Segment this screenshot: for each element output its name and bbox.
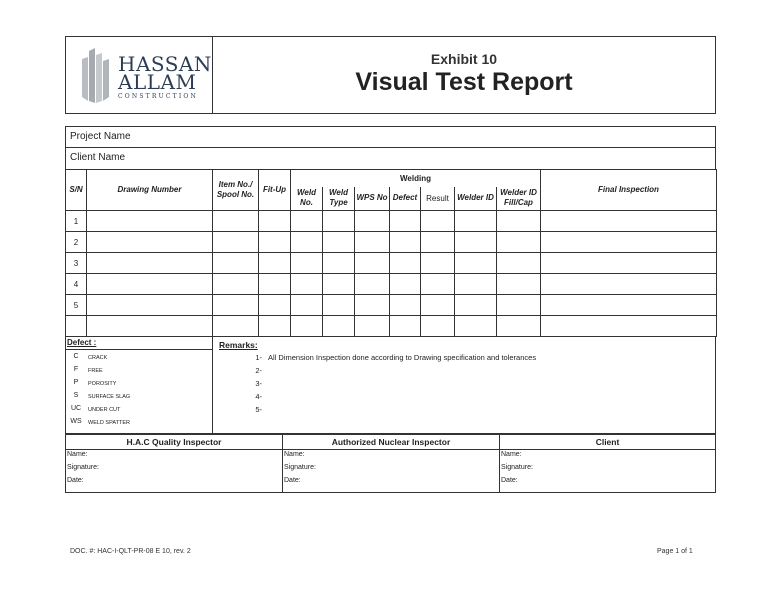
fit-up-cell[interactable] <box>259 274 291 295</box>
welder-id-fill-cap-cell[interactable] <box>497 211 541 232</box>
final-inspection-cell[interactable] <box>541 295 717 316</box>
header-drawing-number: Drawing Number <box>87 170 213 211</box>
project-name-row[interactable] <box>65 126 716 148</box>
defect-code: P <box>73 379 79 386</box>
defect-code: WS <box>70 418 82 425</box>
header-fit-up: Fit-Up <box>259 170 291 211</box>
weld-type-cell[interactable] <box>323 316 355 337</box>
result-cell[interactable] <box>421 211 455 232</box>
weld-type-cell[interactable] <box>323 232 355 253</box>
header-welder-id: Welder ID <box>455 187 497 211</box>
row-number: 1 <box>66 211 87 232</box>
drawing-number-cell[interactable] <box>87 274 213 295</box>
weld-no-cell[interactable] <box>291 274 323 295</box>
welder-id-cell[interactable] <box>455 211 497 232</box>
signature-col-authorized-nuclear-inspector <box>282 435 499 492</box>
item-no-cell[interactable] <box>213 274 259 295</box>
fit-up-cell[interactable] <box>259 232 291 253</box>
client-name-label: Client Name <box>70 152 126 163</box>
defect-item <box>66 404 212 416</box>
wps-no-cell[interactable] <box>355 316 390 337</box>
header-weld-type: Weld Type <box>323 187 355 211</box>
exhibit-label: Exhibit 10 <box>430 51 498 67</box>
fit-up-cell[interactable] <box>259 253 291 274</box>
drawing-number-cell[interactable] <box>87 253 213 274</box>
weld-no-cell[interactable] <box>291 211 323 232</box>
welder-id-fill-cap-cell[interactable] <box>497 274 541 295</box>
signature-col-title: Authorized Nuclear Inspector <box>283 435 499 450</box>
final-inspection-cell[interactable] <box>541 253 717 274</box>
defect-name: POROSITY <box>88 381 117 387</box>
item-no-cell[interactable] <box>213 211 259 232</box>
project-name-label: Project Name <box>70 131 131 142</box>
remark-number: 2- <box>255 366 262 375</box>
final-inspection-cell[interactable] <box>541 232 717 253</box>
defect-cell[interactable] <box>390 274 421 295</box>
table-row <box>66 316 717 337</box>
report-header <box>65 36 716 114</box>
signature-field[interactable]: Signature: <box>284 464 316 471</box>
defect-legend <box>66 337 213 433</box>
drawing-number-cell[interactable] <box>87 316 213 337</box>
defect-cell[interactable] <box>390 316 421 337</box>
wps-no-cell[interactable] <box>355 295 390 316</box>
weld-no-cell[interactable] <box>291 316 323 337</box>
logo-line-construction: CONSTRUCTION <box>118 93 198 100</box>
table-row <box>66 253 717 274</box>
logo-pillars-icon <box>80 45 114 105</box>
header-sn: S/N <box>66 170 87 211</box>
header-wps-no: WPS No <box>355 187 390 211</box>
drawing-number-cell[interactable] <box>87 211 213 232</box>
defect-item <box>66 365 212 377</box>
result-cell[interactable] <box>421 316 455 337</box>
name-field[interactable]: Name: <box>501 451 522 458</box>
logo-wordmark <box>118 52 212 100</box>
wps-no-cell[interactable] <box>355 253 390 274</box>
header-final-inspection: Final Inspection <box>541 170 717 211</box>
wps-no-cell[interactable] <box>355 211 390 232</box>
defect-item <box>66 352 212 364</box>
remarks-title: Remarks: <box>219 340 258 350</box>
row-number: 3 <box>66 253 87 274</box>
defect-cell[interactable] <box>390 253 421 274</box>
client-name-row[interactable] <box>65 147 716 170</box>
date-field[interactable]: Date: <box>67 477 84 484</box>
report-title: Visual Test Report <box>355 68 573 96</box>
result-cell[interactable] <box>421 274 455 295</box>
defect-cell[interactable] <box>390 295 421 316</box>
header-welding: Welding <box>291 170 541 187</box>
weld-no-cell[interactable] <box>291 253 323 274</box>
drawing-number-cell[interactable] <box>87 295 213 316</box>
signature-col-title: Client <box>500 435 715 450</box>
footer-page-number: Page 1 of 1 <box>657 548 693 555</box>
defect-code: UC <box>70 405 82 412</box>
remark-number: 4- <box>255 392 262 401</box>
remark-number: 1- <box>255 353 262 362</box>
defect-code: S <box>73 392 79 399</box>
wps-no-cell[interactable] <box>355 232 390 253</box>
defect-item <box>66 417 212 429</box>
welder-id-cell[interactable] <box>455 253 497 274</box>
footer-doc-number: DOC. #: HAC-I-QLT-PR-08 E 10, rev. 2 <box>70 548 191 555</box>
defect-name: UNDER CUT <box>88 407 121 413</box>
item-no-cell[interactable] <box>213 316 259 337</box>
name-field[interactable]: Name: <box>67 451 88 458</box>
defect-item <box>66 391 212 403</box>
welder-id-fill-cap-cell[interactable] <box>497 316 541 337</box>
defect-name: WELD SPATTER <box>88 420 130 426</box>
row-number <box>66 316 87 337</box>
table-row <box>66 232 717 253</box>
weld-type-cell[interactable] <box>323 295 355 316</box>
row-number: 2 <box>66 232 87 253</box>
welder-id-fill-cap-cell[interactable] <box>497 253 541 274</box>
result-cell[interactable] <box>421 253 455 274</box>
item-no-cell[interactable] <box>213 232 259 253</box>
final-inspection-cell[interactable] <box>541 274 717 295</box>
table-row <box>66 211 717 232</box>
company-logo <box>66 37 213 113</box>
header-defect: Defect <box>390 187 421 211</box>
remark-text: All Dimension Inspection done according to Drawing specification and tolerances <box>268 353 537 362</box>
weld-inspection-table <box>65 169 717 337</box>
defect-code: C <box>73 353 79 360</box>
signature-field[interactable]: Signature: <box>501 464 533 471</box>
welder-id-fill-cap-cell[interactable] <box>497 232 541 253</box>
wps-no-cell[interactable] <box>355 274 390 295</box>
signature-col-client <box>499 435 715 492</box>
table-row <box>66 274 717 295</box>
header-welder-id-fill-cap: Welder ID Fill/Cap <box>497 187 541 211</box>
defect-name: SURFACE SLAG <box>88 394 131 400</box>
header-result: Result <box>421 187 455 211</box>
date-field[interactable]: Date: <box>284 477 301 484</box>
defect-name: FREE <box>88 368 103 374</box>
defect-name: CRACK <box>88 355 108 361</box>
defect-remarks-section <box>65 337 716 434</box>
fit-up-cell[interactable] <box>259 211 291 232</box>
header-item-no: Item No./ Spool No. <box>213 170 259 211</box>
defect-legend-title: Defect : <box>67 338 97 347</box>
header-weld-no: Weld No. <box>291 187 323 211</box>
fit-up-cell[interactable] <box>259 295 291 316</box>
logo-line-allam: ALLAM <box>118 70 197 94</box>
defect-cell[interactable] <box>390 211 421 232</box>
final-inspection-cell[interactable] <box>541 211 717 232</box>
row-number: 4 <box>66 274 87 295</box>
defect-code: F <box>73 366 79 373</box>
result-cell[interactable] <box>421 232 455 253</box>
defect-cell[interactable] <box>390 232 421 253</box>
weld-no-cell[interactable] <box>291 295 323 316</box>
welder-id-cell[interactable] <box>455 274 497 295</box>
table-row <box>66 295 717 316</box>
item-no-cell[interactable] <box>213 295 259 316</box>
date-field[interactable]: Date: <box>501 477 518 484</box>
logo-line-hassan: HASSAN <box>118 52 212 76</box>
result-cell[interactable] <box>421 295 455 316</box>
remark-number: 5- <box>255 405 262 414</box>
signature-field[interactable]: Signature: <box>67 464 99 471</box>
weld-no-cell[interactable] <box>291 232 323 253</box>
welder-id-cell[interactable] <box>455 316 497 337</box>
welder-id-cell[interactable] <box>455 232 497 253</box>
final-inspection-cell[interactable] <box>541 316 717 337</box>
fit-up-cell[interactable] <box>259 316 291 337</box>
name-field[interactable]: Name: <box>284 451 305 458</box>
weld-type-cell[interactable] <box>323 211 355 232</box>
welder-id-cell[interactable] <box>455 295 497 316</box>
signature-block <box>65 434 716 493</box>
remark-number: 3- <box>255 379 262 388</box>
defect-item <box>66 378 212 390</box>
defect-divider <box>66 349 212 350</box>
signature-col-title: H.A.C Quality Inspector <box>66 435 282 450</box>
item-no-cell[interactable] <box>213 253 259 274</box>
weld-type-cell[interactable] <box>323 274 355 295</box>
welder-id-fill-cap-cell[interactable] <box>497 295 541 316</box>
row-number: 5 <box>66 295 87 316</box>
signature-col-hac-quality-inspector <box>66 435 282 492</box>
drawing-number-cell[interactable] <box>87 232 213 253</box>
weld-type-cell[interactable] <box>323 253 355 274</box>
